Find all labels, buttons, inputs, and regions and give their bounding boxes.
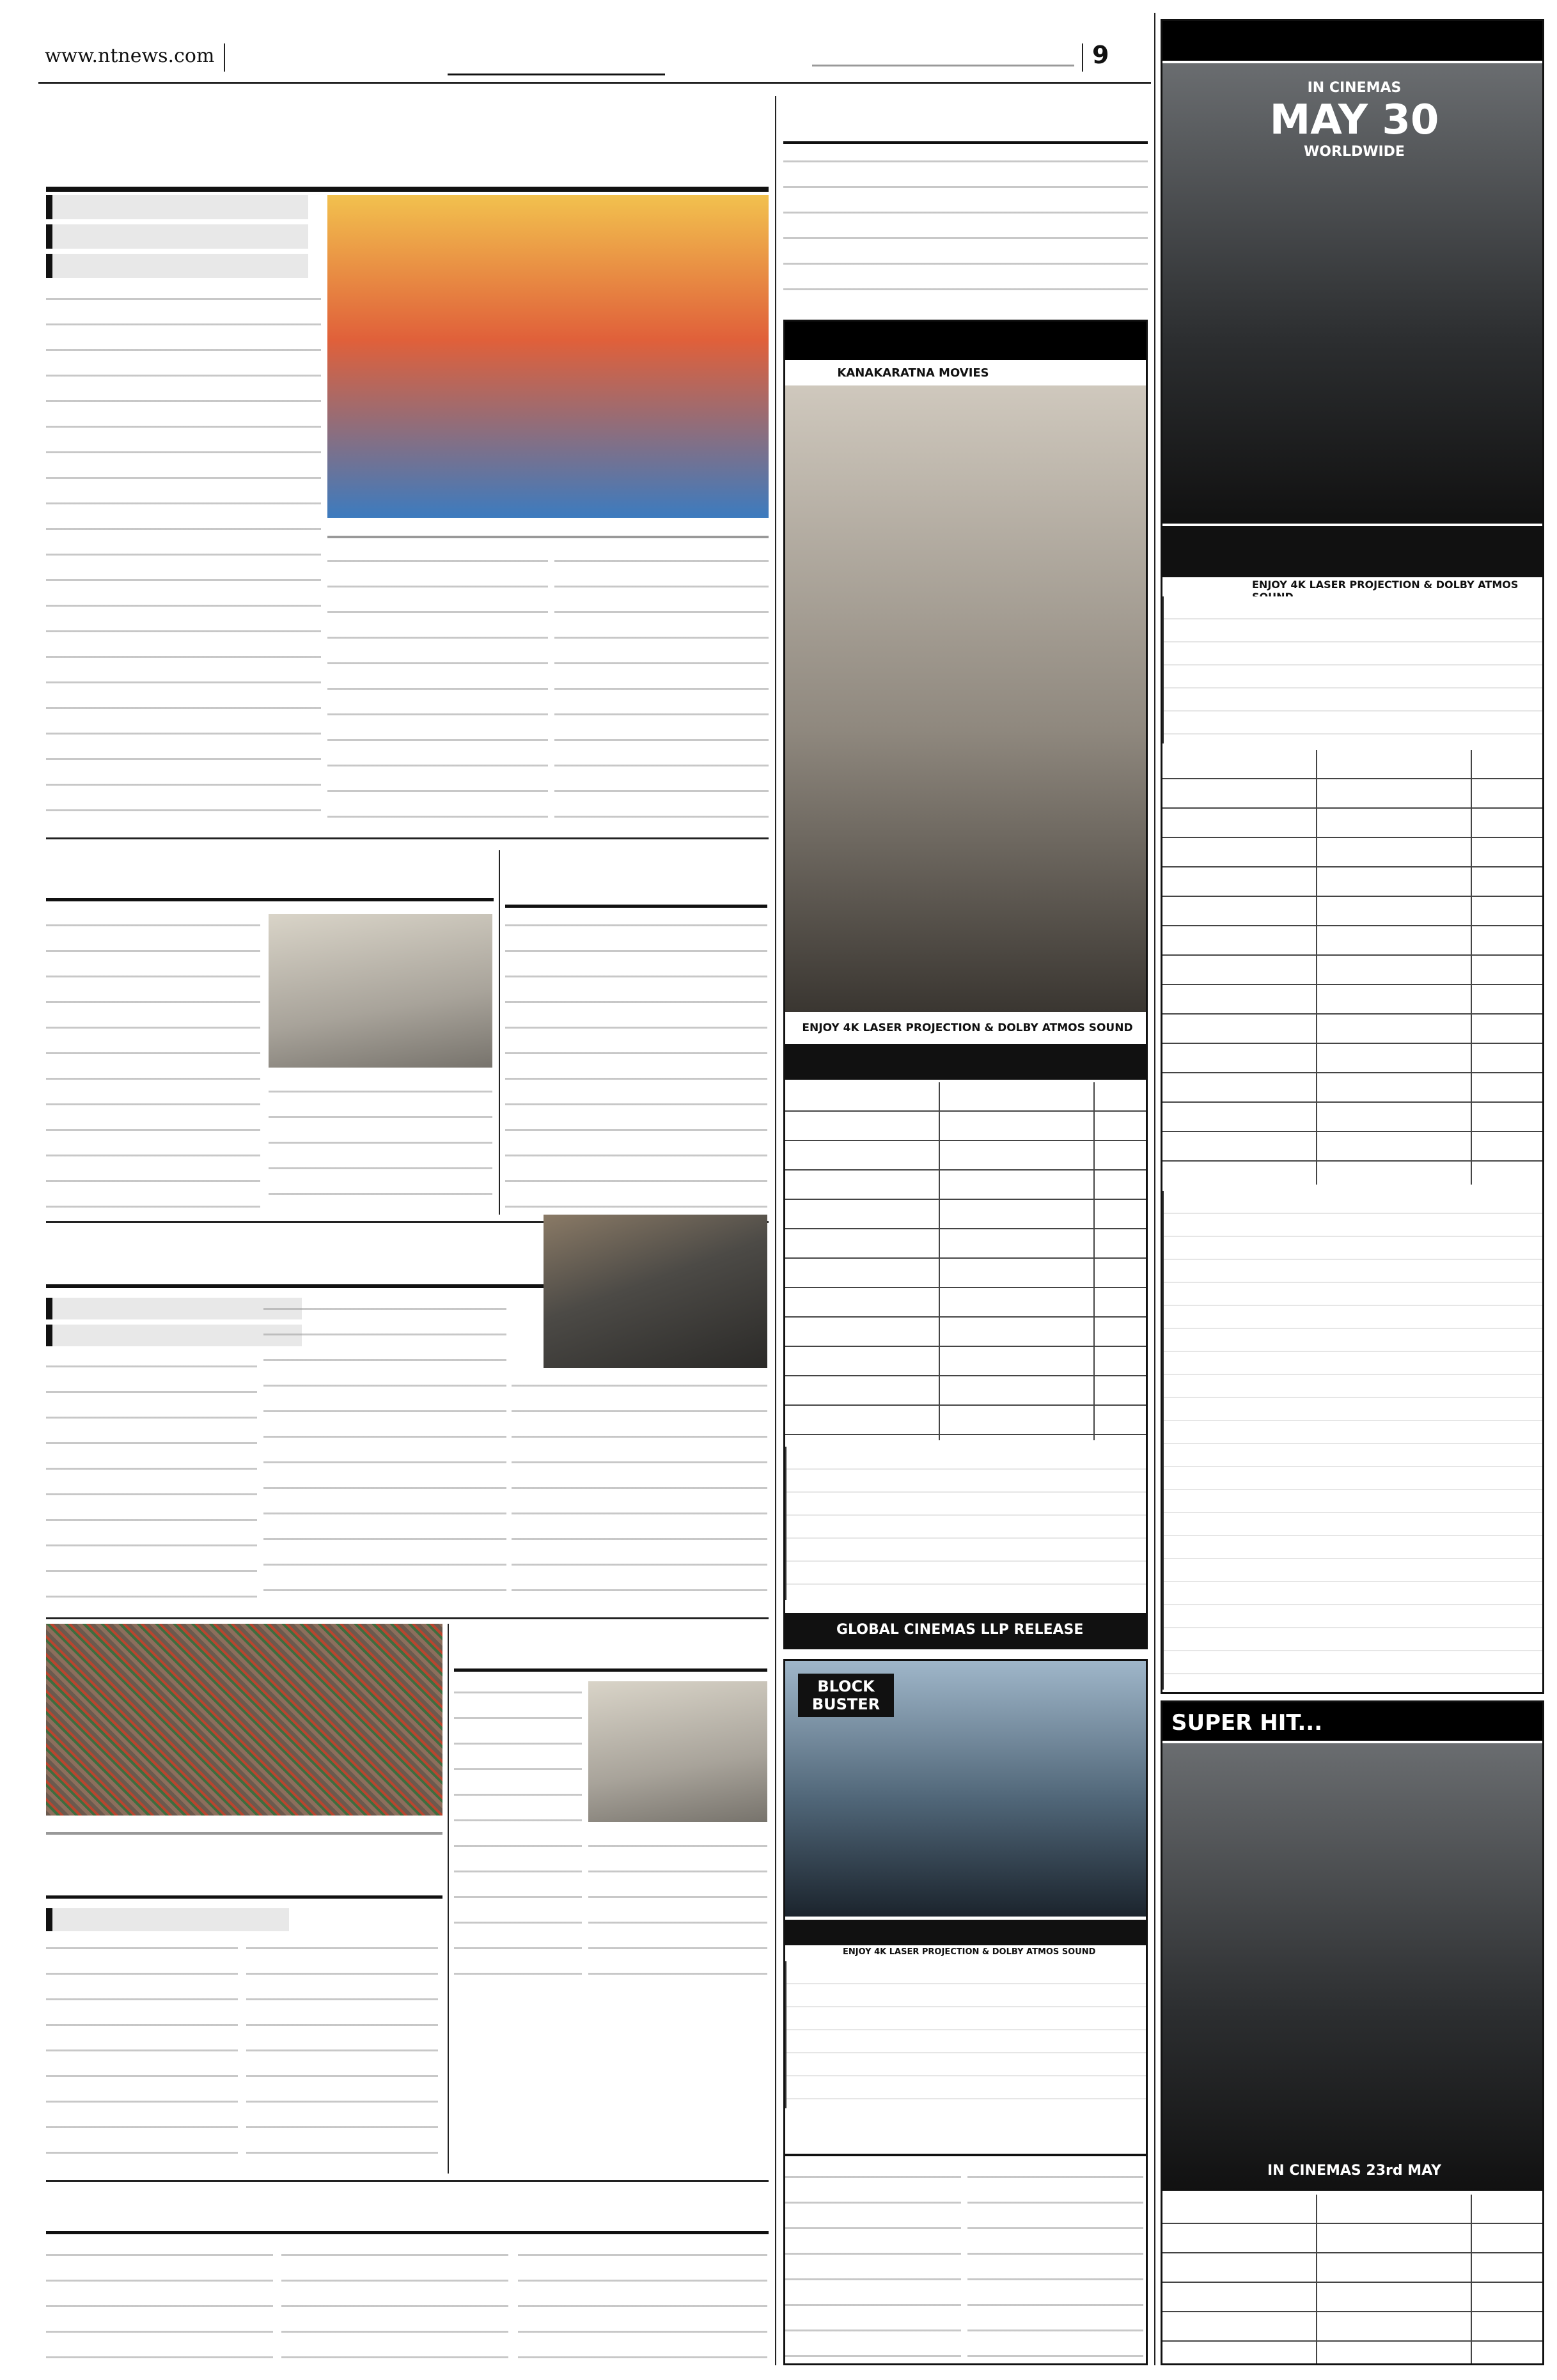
bihar-story-col1 bbox=[46, 288, 321, 831]
kannada-story-col2 bbox=[967, 2166, 1143, 2358]
yunus-headline bbox=[46, 1841, 442, 1899]
ad1-showtimes-list-b bbox=[1162, 1191, 1542, 1690]
ad3-sound-line: ENJOY 4K LASER PROJECTION & DOLBY ATMOS SOUND bbox=[843, 1947, 1096, 1957]
ad1-release-date: MAY 30 bbox=[1269, 97, 1439, 144]
kannada-controversy-headline bbox=[785, 2118, 1146, 2156]
ganapati-photo-portrait bbox=[544, 1215, 767, 1368]
starship-story bbox=[783, 150, 1148, 310]
site-url[interactable]: www.ntnews.com bbox=[45, 45, 215, 67]
ad1-in-cinemas: IN CINEMAS bbox=[1307, 80, 1402, 96]
kannada-story-col1 bbox=[785, 2166, 961, 2358]
ad2-showtimes-grid bbox=[785, 1082, 1146, 1440]
highlight-bullet-1 bbox=[46, 195, 308, 219]
ad3-blockbuster-tag: BLOCK BUSTER bbox=[798, 1674, 894, 1717]
ad1-sound-line: ENJOY 4K LASER PROJECTION & DOLBY ATMOS bbox=[1252, 579, 1519, 591]
ad3-theatre-feature bbox=[785, 1920, 1146, 1945]
col-divider-1 bbox=[499, 850, 500, 1215]
ad2-showtimes-list bbox=[785, 1447, 1146, 1600]
ad2-footer-text: GLOBAL CINEMAS LLP RELEASE bbox=[836, 1622, 1084, 1638]
starship-headline bbox=[783, 112, 1148, 144]
ad4-header-text: SUPER HIT... bbox=[1171, 1710, 1323, 1736]
kamal-photo bbox=[588, 1681, 767, 1822]
ad1-theatre-feature bbox=[1162, 526, 1542, 577]
arms-story-col1 bbox=[46, 2244, 273, 2365]
bihar-story-col2 bbox=[327, 550, 548, 825]
ad2-poster bbox=[785, 385, 1146, 1012]
separator-4 bbox=[46, 2180, 769, 2182]
movie-ad-2[interactable] bbox=[783, 320, 1148, 1649]
crowd-photo bbox=[46, 1624, 442, 1816]
highlight-bullet-3 bbox=[46, 254, 308, 278]
maoist-story bbox=[505, 914, 767, 1215]
ad2-sound-line: ENJOY 4K LASER PROJECTION & DOLBY ATMOS SOUND bbox=[802, 1022, 1133, 1034]
ad1-showtimes-grid bbox=[1162, 750, 1542, 1185]
masthead-divider-left bbox=[224, 43, 225, 72]
yunus-story-col1 bbox=[46, 1937, 238, 2174]
yunus-story-col2 bbox=[246, 1937, 438, 2174]
maoist-headline bbox=[505, 850, 767, 908]
ad4-poster bbox=[1162, 1743, 1542, 2191]
ad4-in-cinemas: IN CINEMAS 23rd MAY bbox=[1267, 2163, 1442, 2179]
masthead-divider-right bbox=[1082, 43, 1083, 72]
ad2-header-banner bbox=[785, 322, 1146, 360]
pigeon-headline bbox=[46, 850, 494, 901]
pigeon-story-col1 bbox=[46, 914, 260, 1215]
ad1-showtimes-list-a bbox=[1162, 596, 1542, 743]
bihar-banner-photo bbox=[327, 195, 769, 518]
ganapati-headline bbox=[46, 1227, 558, 1288]
movie-ad-4[interactable] bbox=[1161, 1700, 1544, 2365]
arms-story-col2 bbox=[281, 2244, 508, 2365]
pigeon-story-col2 bbox=[269, 1080, 492, 1215]
bihar-story-col3 bbox=[554, 550, 769, 825]
page-number: 9 bbox=[1092, 41, 1109, 69]
highlight-box bbox=[46, 195, 321, 278]
movie-ad-1[interactable] bbox=[1161, 19, 1544, 1694]
ad2-theatre-feature bbox=[785, 1044, 1146, 1080]
bihar-photo-caption bbox=[327, 524, 769, 538]
ad2-footer-bar bbox=[785, 1613, 1146, 1647]
ad1-worldwide: WORLDWIDE bbox=[1304, 144, 1405, 160]
pigeon-photo bbox=[269, 914, 492, 1068]
separator-3 bbox=[46, 1617, 769, 1619]
ad1-header-banner bbox=[1162, 21, 1542, 61]
crowd-photo-caption bbox=[46, 1821, 442, 1835]
newspaper-logo bbox=[448, 40, 665, 75]
ganapati-story-col1 bbox=[46, 1355, 257, 1611]
separator-1 bbox=[46, 837, 769, 839]
ad3-showtimes-list bbox=[785, 1961, 1146, 2108]
dateline bbox=[812, 46, 1074, 66]
kamal-headline bbox=[454, 1627, 767, 1672]
movie-ad-3[interactable] bbox=[783, 1659, 1148, 2365]
kamal-story-col2 bbox=[588, 1835, 767, 1988]
col-divider-2 bbox=[448, 1624, 449, 2174]
main-headline bbox=[46, 121, 769, 192]
arms-story-col3 bbox=[518, 2244, 767, 2365]
ad2-production: KANAKARATNA MOVIES bbox=[837, 366, 989, 380]
ganapati-story-col3 bbox=[512, 1374, 767, 1611]
yunus-kicker bbox=[46, 1908, 289, 1931]
ad4-header-banner bbox=[1162, 1702, 1542, 1741]
kamal-story-col1 bbox=[454, 1681, 582, 1988]
ganapati-story-col2 bbox=[263, 1298, 506, 1611]
masthead-underline bbox=[38, 82, 1151, 84]
arms-licence-headline bbox=[46, 2189, 769, 2234]
ad4-showtimes-grid bbox=[1162, 2195, 1542, 2363]
col-divider-right bbox=[1154, 13, 1155, 2365]
highlight-bullet-2 bbox=[46, 224, 308, 249]
col-divider-mid bbox=[775, 96, 776, 2365]
